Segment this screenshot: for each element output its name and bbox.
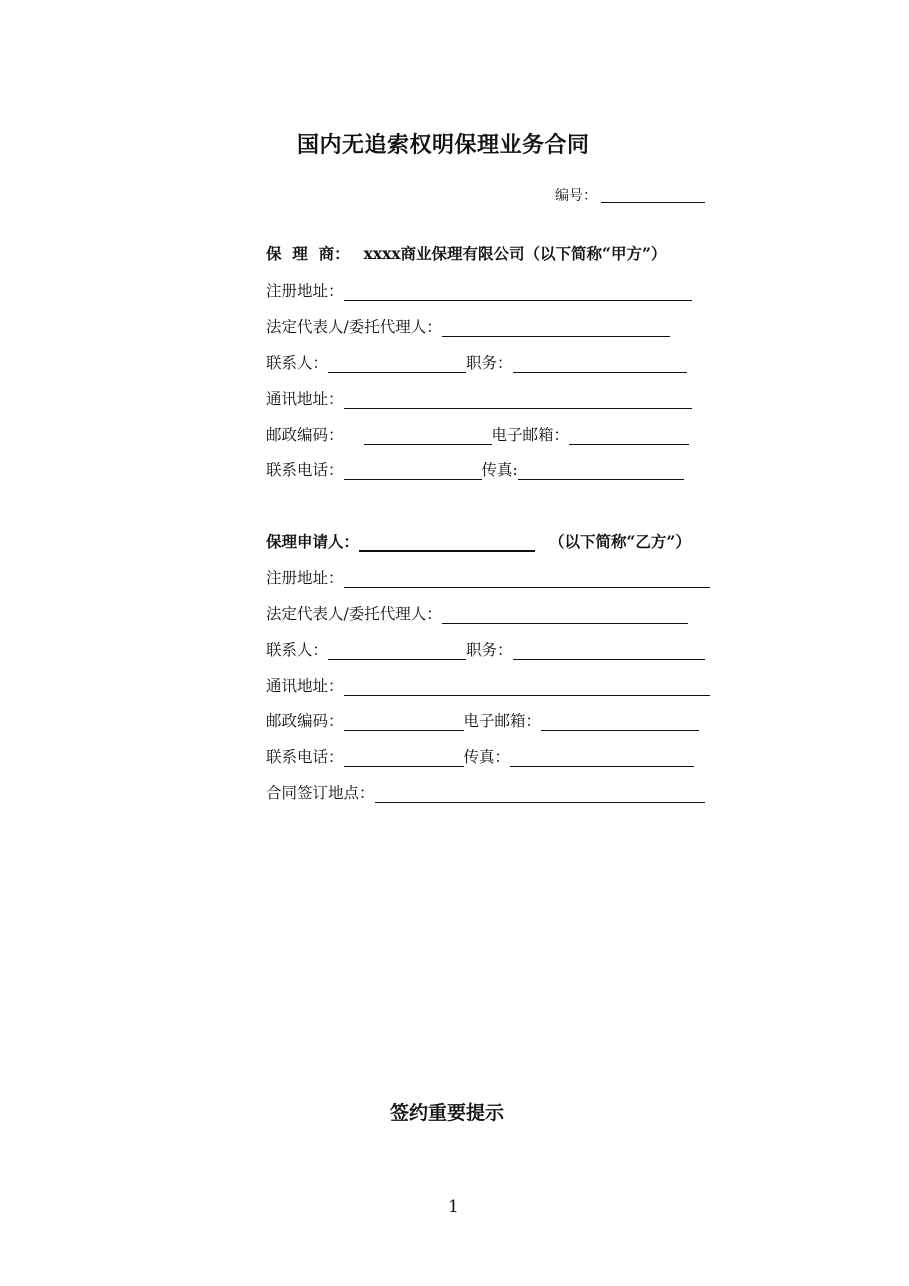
party-b-sign-place-label: 合同签订地点： — [266, 784, 375, 802]
party-a-position-blank[interactable] — [513, 354, 687, 373]
party-b-heading-label: 保理申请人： — [266, 532, 360, 551]
party-a-fax-blank[interactable] — [518, 461, 684, 480]
party-b-mail-address-label: 通讯地址： — [266, 677, 344, 695]
party-b-sign-place-row — [266, 779, 705, 803]
party-a-phone-row — [266, 456, 684, 480]
party-a-fax-label: 传真: — [481, 461, 518, 479]
party-b-address-row — [266, 564, 710, 588]
party-a-address-blank[interactable] — [344, 282, 692, 301]
party-b-name-blank[interactable] — [359, 532, 535, 552]
party-b-phone-row — [266, 743, 694, 767]
party-a-email-label: 电子邮箱： — [491, 426, 570, 444]
party-a-postcode-blank[interactable] — [364, 426, 492, 445]
party-a-mail-address-blank[interactable] — [344, 390, 692, 409]
party-a-mail-address-row — [266, 385, 692, 409]
party-b-fax-blank[interactable] — [510, 748, 694, 767]
party-b-address-blank[interactable] — [344, 569, 710, 588]
contract-number-blank[interactable] — [601, 184, 705, 203]
party-a-position-label: 职务： — [466, 354, 513, 372]
party-b-position-label: 职务： — [466, 641, 513, 659]
party-b-legal-rep-row — [266, 600, 688, 624]
party-b-contact-row — [266, 636, 705, 660]
party-b-email-blank[interactable] — [541, 712, 699, 731]
party-a-phone-label: 联系电话： — [266, 461, 344, 479]
document-title: 国内无追索权明保理业务合同 — [297, 132, 590, 158]
party-a-address-row — [266, 277, 692, 301]
contract-number-label: 编号： — [555, 188, 597, 204]
party-b-phone-blank[interactable] — [344, 748, 464, 767]
party-b-fax-label: 传真： — [463, 748, 511, 766]
party-b-address-label: 注册地址： — [266, 569, 344, 587]
party-b-sign-place-blank[interactable] — [375, 784, 705, 803]
party-b-heading — [266, 528, 691, 552]
party-b-postcode-blank[interactable] — [344, 712, 464, 731]
party-b-position-blank[interactable] — [513, 641, 705, 660]
party-a-address-label: 注册地址： — [266, 282, 344, 300]
party-b-mail-address-row — [266, 672, 710, 696]
party-a-contact-row — [266, 349, 687, 373]
party-b-contact-label: 联系人： — [266, 641, 329, 659]
party-b-postcode-row — [266, 707, 699, 731]
party-b-heading-suffix: （以下简称“乙方”） — [549, 532, 691, 551]
party-a-postcode-label: 邮政编码： — [266, 426, 344, 444]
party-a-heading-label: 保 理 商： — [266, 244, 350, 263]
party-a-heading-name: xxxx商业保理有限公司（以下简称“甲方”） — [363, 244, 667, 263]
party-a-heading — [266, 240, 666, 264]
party-b-phone-label: 联系电话： — [266, 748, 344, 766]
party-a-email-blank[interactable] — [569, 426, 689, 445]
party-a-legal-rep-blank[interactable] — [442, 318, 670, 337]
party-a-mail-address-label: 通讯地址： — [266, 390, 344, 408]
party-a-contact-label: 联系人： — [266, 354, 329, 372]
party-b-mail-address-blank[interactable] — [344, 677, 710, 696]
party-a-postcode-row — [266, 421, 689, 445]
party-a-contact-blank[interactable] — [328, 354, 466, 373]
party-a-phone-blank[interactable] — [344, 461, 482, 480]
section-heading: 签约重要提示 — [390, 1102, 505, 1124]
contract-number — [555, 184, 705, 205]
party-b-legal-rep-blank[interactable] — [442, 605, 688, 624]
party-a-legal-rep-row — [266, 313, 670, 337]
party-b-contact-blank[interactable] — [328, 641, 466, 660]
party-a-legal-rep-label: 法定代表人/委托代理人： — [266, 318, 442, 336]
page-number: 1 — [448, 1197, 459, 1217]
party-b-email-label: 电子邮箱： — [463, 712, 542, 730]
party-b-postcode-label: 邮政编码： — [266, 712, 344, 730]
party-b-legal-rep-label: 法定代表人/委托代理人： — [266, 605, 442, 623]
